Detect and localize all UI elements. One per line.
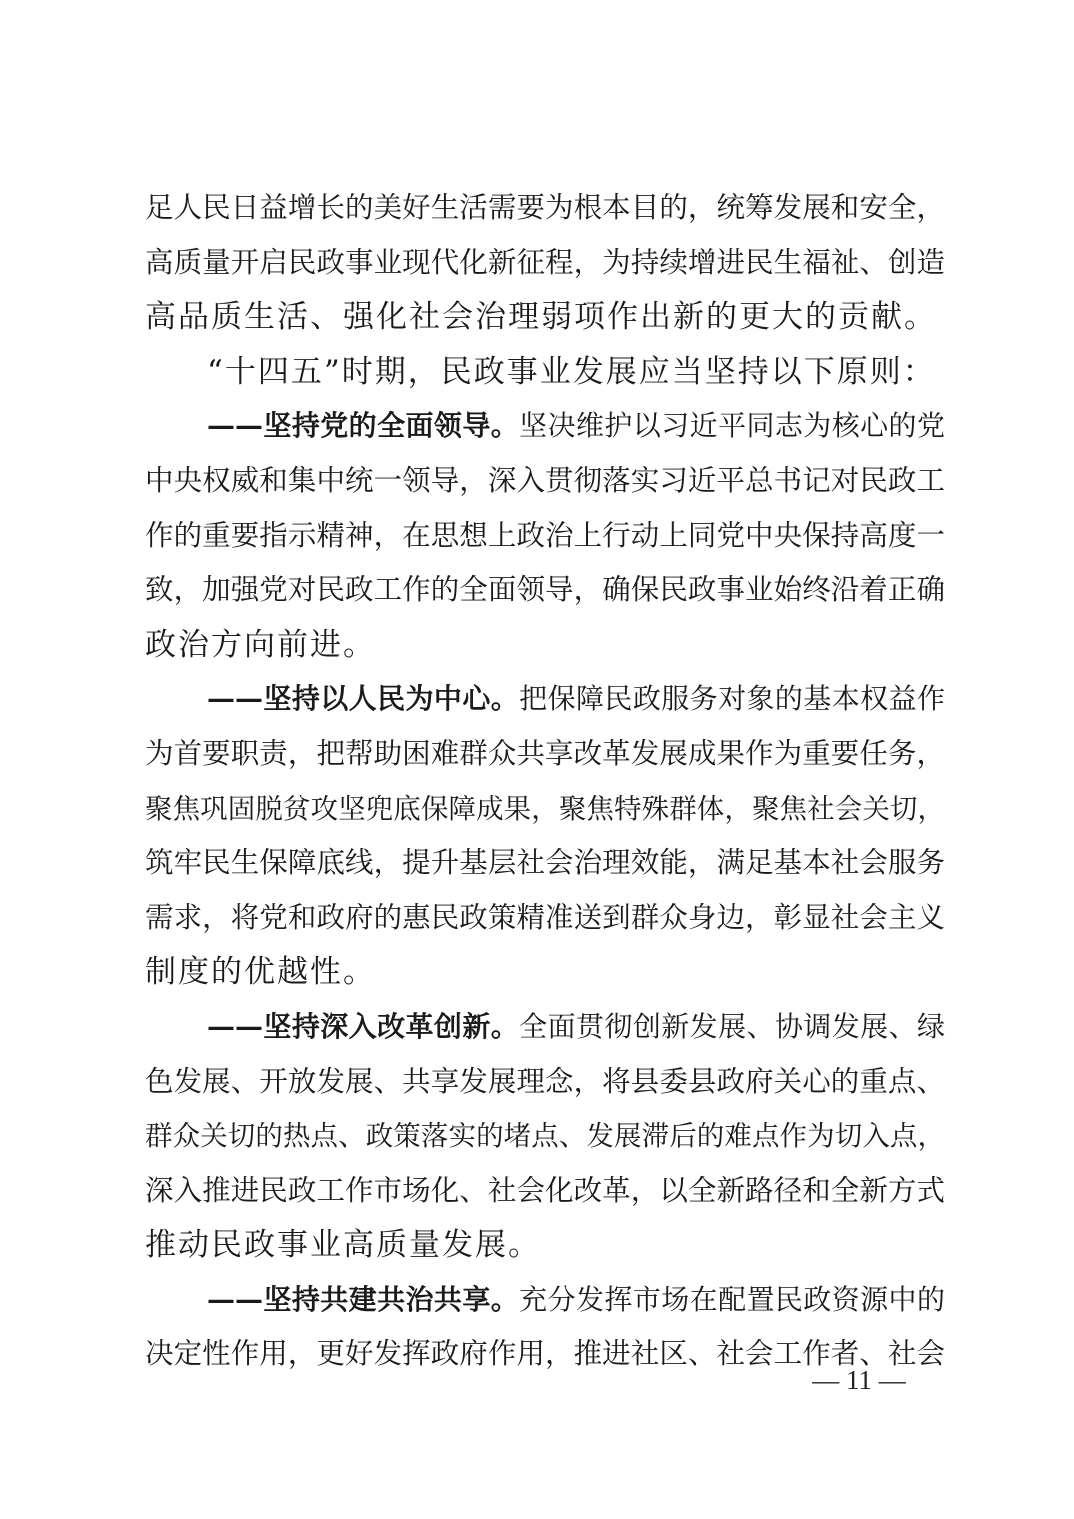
line-text: 全面贯彻创新发展、协调发展、绿 — [519, 1009, 945, 1043]
paragraph-line — [145, 181, 945, 236]
paragraph-line — [145, 1218, 945, 1273]
line-text: 充分发挥市场在配置民政资源中的 — [519, 1282, 945, 1316]
principle-heading: ——坚持共建共治共享。 — [207, 1282, 520, 1316]
line-text: 需求，将党和政府的惠民政策精准送到群众身边，彰显社会主义 — [145, 900, 945, 934]
paragraph-line — [145, 290, 945, 345]
line-text: 作的重要指示精神，在思想上政治上行动上同党中央保持高度一 — [145, 518, 945, 552]
line-text: 色发展、开放发展、共享发展理念，将县委县政府关心的重点、 — [145, 1064, 945, 1098]
paragraph-line — [145, 236, 945, 291]
paragraph-line — [145, 399, 945, 454]
line-text: 推动民政事业高质量发展。 — [145, 1227, 541, 1264]
line-text: 筑牢民生保障底线，提升基层社会治理效能，满足基本社会服务 — [145, 846, 945, 880]
line-text: 聚焦巩固脱贫攻坚兜底保障成果，聚焦特殊群体，聚焦社会关切， — [145, 792, 945, 825]
paragraph-line — [145, 454, 945, 509]
line-text: 坚决维护以习近平同志为核心的党 — [519, 409, 945, 443]
principle-heading: ——坚持以人民为中心。 — [207, 682, 520, 716]
line-text: 政治方向前进。 — [145, 626, 376, 663]
line-text: 足人民日益增长的美好生活需要为根本目的，统筹发展和安全， — [145, 191, 945, 224]
paragraph-line — [145, 672, 945, 727]
paragraph-line — [145, 618, 945, 673]
line-text: 为首要职责，把帮助困难群众共享改革发展成果作为重要任务， — [145, 736, 945, 770]
line-text: 把保障民政服务对象的基本权益作 — [519, 682, 945, 716]
principle-heading: ——坚持深入改革创新。 — [207, 1009, 520, 1043]
line-text: 高品质生活、强化社会治理弱项作出新的更大的贡献。 — [145, 299, 937, 336]
paragraph-line — [145, 1000, 945, 1055]
line-text: 群众关切的热点、政策落实的堵点、发展滞后的难点作为切入点， — [145, 1120, 945, 1153]
line-text: 深入推进民政工作市场化、社会化改革，以全新路径和全新方式 — [145, 1173, 945, 1207]
paragraph-line — [145, 1109, 945, 1164]
paragraph-line — [145, 1055, 945, 1110]
line-text: 决定性作用，更好发挥政府作用，推进社区、社会工作者、社会 — [145, 1337, 945, 1371]
paragraph-line — [145, 1164, 945, 1219]
paragraph-line — [145, 945, 945, 1000]
line-text: 制度的优越性。 — [145, 954, 376, 991]
document-body — [145, 181, 945, 1382]
paragraph-line — [145, 782, 945, 837]
page-number: — 11 — — [812, 1365, 906, 1395]
paragraph-line — [145, 509, 945, 564]
line-text: 致，加强党对民政工作的全面领导，确保民政事业始终沿着正确 — [145, 573, 945, 607]
paragraph-line — [145, 836, 945, 891]
paragraph-line — [145, 345, 945, 400]
paragraph-line — [145, 727, 945, 782]
principle-heading: ——坚持党的全面领导。 — [207, 409, 520, 443]
paragraph-line — [145, 1273, 945, 1328]
line-text: “十四五”时期，民政事业发展应当坚持以下原则： — [207, 353, 936, 390]
paragraph-line — [145, 891, 945, 946]
line-text: 高质量开启民政事业现代化新征程，为持续增进民生福祉、创造 — [145, 245, 945, 279]
paragraph-line — [145, 563, 945, 618]
line-text: 中央权威和集中统一领导，深入贯彻落实习近平总书记对民政工 — [145, 463, 945, 497]
